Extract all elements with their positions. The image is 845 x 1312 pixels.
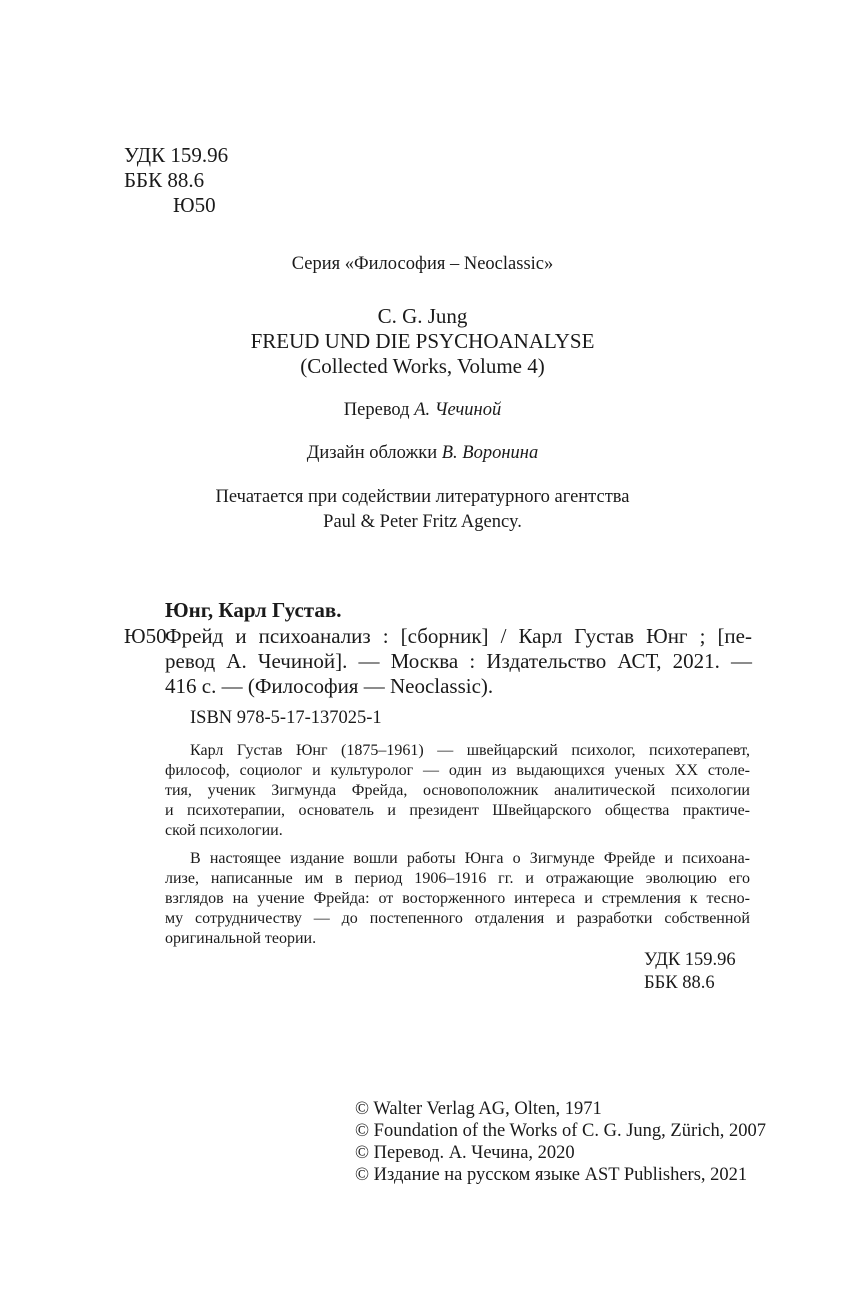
translator-label: Перевод xyxy=(343,400,410,420)
translator-line xyxy=(0,398,845,423)
annotation-line: В настоящее издание вошли работы Юнга о Зигмунде Фрейде и психоана- xyxy=(190,850,750,867)
catalog-line: Фрейд и психоанализ : [сборник] / Карл Густав Юнг ; [пе- xyxy=(165,624,752,648)
copyright-line: © Foundation of the Works of C. G. Jung, Zürich, 2007 xyxy=(355,1121,766,1141)
original-collection: (Collected Works, Volume 4) xyxy=(300,354,545,378)
annotation-line: Карл Густав Юнг (1875–1961) — швейцарский психолог, психотерапевт, xyxy=(190,742,750,759)
agency-line-1: Печатается при содействии литературного агентства xyxy=(215,487,630,507)
author-mark: Ю50 xyxy=(173,193,216,217)
annotation-line: взглядов на учение Фрейда: от восторженного интереса и стремления к тесно- xyxy=(165,890,750,907)
annotation-line: тия, ученик Зигмунда Фрейда, основоположник аналитической психологии xyxy=(165,782,750,799)
udk-code: УДК 159.96 xyxy=(124,143,229,167)
annotation-paragraph-1 xyxy=(165,741,750,841)
catalog-entry-cont xyxy=(165,649,752,699)
footer-udk-code: УДК 159.96 xyxy=(644,950,736,970)
catalog-line: 416 с. — (Философия — Neoclassic). xyxy=(165,674,494,698)
annotation-paragraph-2 xyxy=(165,849,750,949)
annotation-line: философ, социолог и культуролог — один из выдающихся ученых XX столе- xyxy=(165,762,750,779)
translator-name: А. Чечиной xyxy=(414,400,502,420)
annotation-line: ской психологии. xyxy=(165,822,283,839)
catalog-mark: Ю50 xyxy=(124,624,167,648)
isbn: ISBN 978-5-17-137025-1 xyxy=(190,708,382,728)
copyright-block xyxy=(355,1098,766,1186)
bbk-code: ББК 88.6 xyxy=(124,168,205,192)
annotation-line: оригинальной теории. xyxy=(165,930,317,947)
cover-design-line xyxy=(0,441,845,466)
copyright-line: © Walter Verlag AG, Olten, 1971 xyxy=(355,1099,602,1119)
original-author: C. G. Jung xyxy=(377,304,468,328)
original-title: FREUD UND DIE PSYCHOANALYSE xyxy=(250,329,595,353)
copyright-line: © Издание на русском языке AST Publishers, 2021 xyxy=(355,1165,748,1185)
copyright-line: © Перевод. А. Чечина, 2020 xyxy=(355,1143,575,1163)
series-line: Серия «Философия – Neoclassic» xyxy=(291,254,554,274)
catalog-heading: Юнг, Карл Густав. xyxy=(165,598,342,622)
catalog-line: ревод А. Чечиной]. — Москва : Издательство АСТ, 2021. — xyxy=(165,649,752,673)
cover-designer-name: В. Воронина xyxy=(441,443,539,463)
footer-bbk-code: ББК 88.6 xyxy=(644,973,715,993)
annotation-line: лизе, написанные им в период 1906–1916 гг. и отражающие эволюцию его xyxy=(165,870,750,887)
agency-line-2: Paul & Peter Fritz Agency. xyxy=(323,512,522,532)
catalog-entry xyxy=(165,624,752,649)
cover-design-label: Дизайн обложки xyxy=(306,443,438,463)
annotation-line: и психотерапии, основатель и президент Швейцарского общества практиче- xyxy=(165,802,750,819)
annotation-line: му сотрудничеству — до постепенного отдаления и разработки собственной xyxy=(165,910,750,927)
